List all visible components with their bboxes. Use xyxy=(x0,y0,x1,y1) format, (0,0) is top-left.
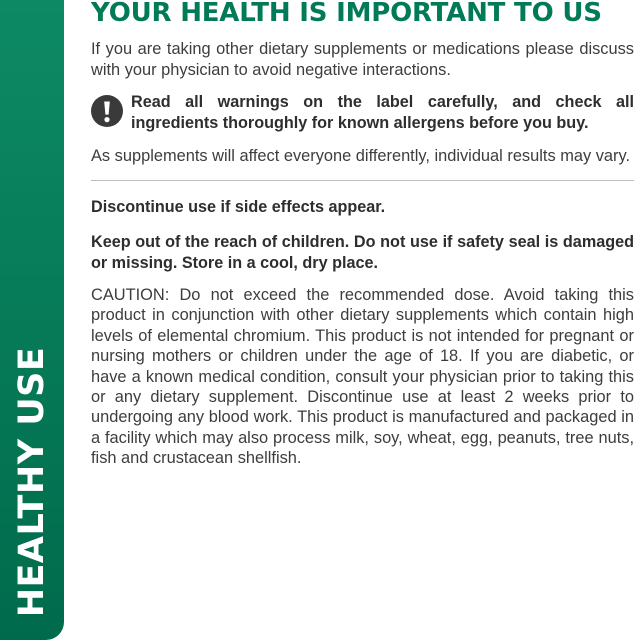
exclamation-glyph xyxy=(91,95,123,127)
side-banner-label: HEALTHY USE xyxy=(12,346,52,618)
exclamation-circle-icon xyxy=(91,95,123,127)
intro-paragraph: If you are taking other dietary supplements or medications please discuss with your physician to avoid negative interactions. xyxy=(91,40,634,79)
caution-paragraph: CAUTION: Do not exceed the recommended dose. Avoid taking this product in conjunction with other dietary supplements which contain high levels of elemental chromium. This product is not intended for pregnant or nursing mothers or children under the age of 18. If you are diabetic, or have a known medical condition, consult your physician prior to taking this or any dietary supplement. Discontinue use at least 2 weeks prior to undergoing any blood work. This product is manufactured and packaged in a facility which may also process milk, soy, wheat, egg, peanuts, tree nuts, fish and crustacean shellfish. xyxy=(91,286,634,468)
section-divider xyxy=(91,180,634,181)
discontinue-notice: Discontinue use if side effects appear. xyxy=(91,197,386,216)
main-content xyxy=(91,0,634,469)
storage-notice: Keep out of the reach of children. Do not use if safety seal is damaged or missing. Store in a cool, dry place. xyxy=(91,233,634,272)
side-banner xyxy=(0,0,64,640)
warning-text: Read all warnings on the label carefully, and check all ingredients thoroughly for known allergens before you buy. xyxy=(131,93,634,132)
results-note: As supplements will affect everyone differently, individual results may vary. xyxy=(91,147,631,165)
warning-block xyxy=(91,92,634,134)
page-title: YOUR HEALTH IS IMPORTANT TO US xyxy=(91,0,602,28)
